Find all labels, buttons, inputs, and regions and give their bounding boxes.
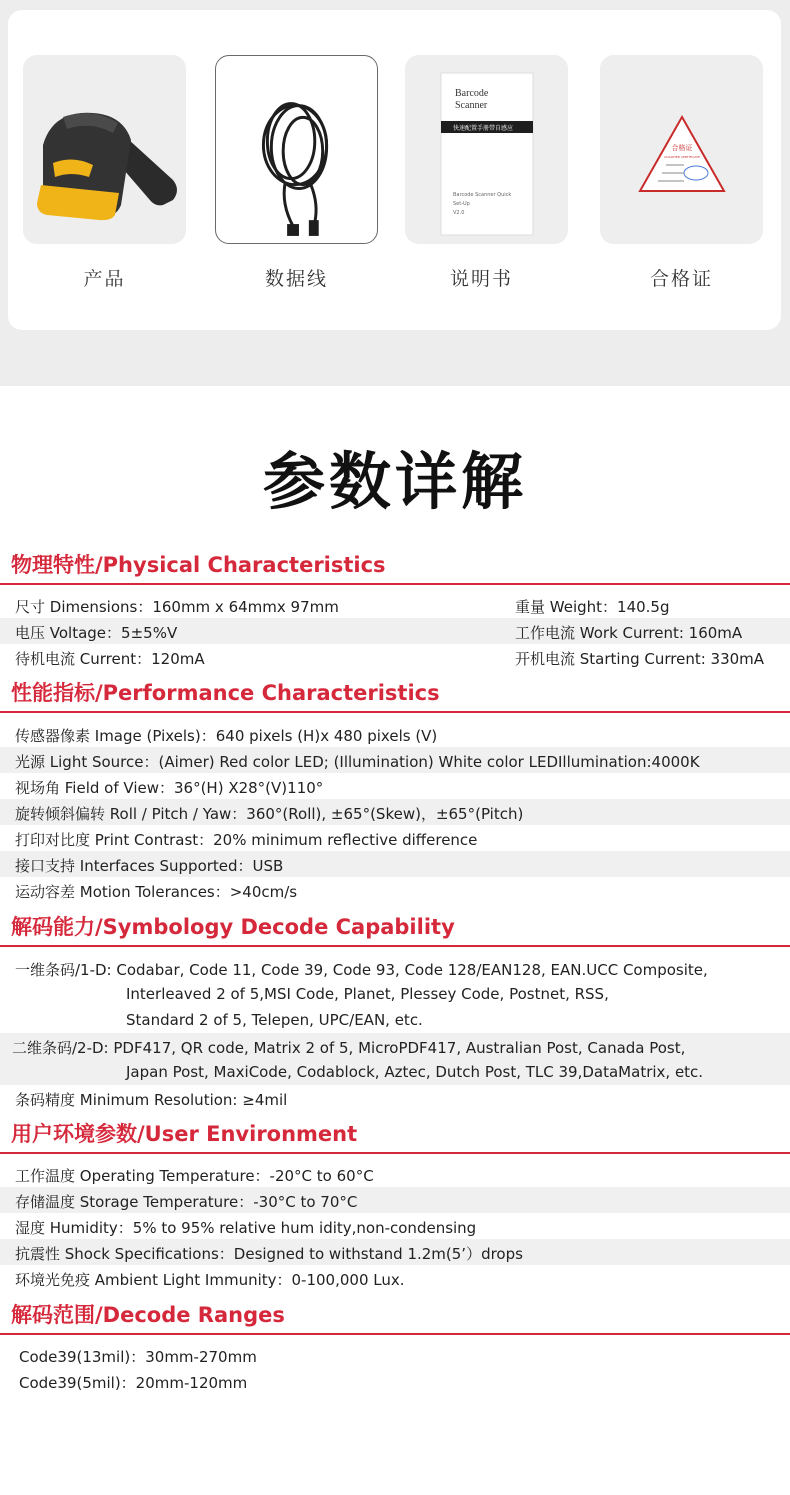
manual-footer-line3: V2.0 <box>453 210 465 216</box>
spec-row <box>0 1265 790 1291</box>
certificate-label: 合格证 <box>649 268 713 290</box>
spec-text: 开机电流 Starting Current: 330mA <box>515 650 765 668</box>
section-heading-text: 物理特性/Physical Characteristics <box>11 553 386 577</box>
spec-text: Code39(5mil)：20mm-120mm <box>19 1374 248 1392</box>
spec-row <box>0 1007 790 1033</box>
spec-row <box>0 747 790 773</box>
spec-text: 接口支持 Interfaces Supported：USB <box>15 857 284 875</box>
section-heading-ranges <box>0 1301 790 1335</box>
spec-row <box>0 1161 790 1187</box>
product-thumbnail <box>600 55 763 244</box>
certificate-subtitle: QUALIFIED CERTIFICATE <box>664 155 700 159</box>
cable-label: 数据线 <box>264 268 328 290</box>
spec-row <box>0 851 790 877</box>
spec-text: 湿度 Humidity：5% to 95% relative hum idity,non-condensing <box>15 1219 477 1237</box>
product-thumbnail <box>215 55 378 244</box>
spec-row <box>0 1059 790 1085</box>
page-title: 参数详解 <box>262 445 527 518</box>
spec-row <box>0 1085 790 1111</box>
product-thumbnail <box>23 55 186 244</box>
spec-text: Interleaved 2 of 5,MSI Code, Planet, Plessey Code, Postnet, RSS, <box>126 985 609 1003</box>
spec-text: 工作温度 Operating Temperature：-20°C to 60°C <box>15 1167 374 1185</box>
section-heading-text: 性能指标/Performance Characteristics <box>11 681 440 705</box>
spec-text: Code39(13mil)：30mm-270mm <box>19 1348 257 1366</box>
section-heading-text: 用户环境参数/User Environment <box>11 1122 358 1146</box>
spec-text: Standard 2 of 5, Telepen, UPC/EAN, etc. <box>126 1011 423 1029</box>
spec-row <box>0 1342 790 1368</box>
spec-text: 重量 Weight：140.5g <box>515 598 670 616</box>
usb-cable-icon <box>216 56 377 243</box>
spec-row <box>0 1213 790 1239</box>
manual-stripe-text: 快速配置手册带自感应 <box>453 125 514 132</box>
spec-row <box>0 825 790 851</box>
spec-row <box>0 1187 790 1213</box>
product-thumbnail <box>405 55 568 244</box>
spec-row <box>0 721 790 747</box>
spec-text: 电压 Voltage：5±5%V <box>15 624 178 642</box>
spec-text: 视场角 Field of View：36°(H) X28°(V)110° <box>15 779 324 797</box>
spec-row <box>0 773 790 799</box>
section-heading-environment <box>0 1120 790 1154</box>
spec-text: 打印对比度 Print Contrast：20% minimum reflective difference <box>15 831 478 849</box>
spec-text: 条码精度 Minimum Resolution: ≥4mil <box>15 1091 288 1109</box>
manual-footer-line1: Barcode Scanner Quick <box>453 192 512 198</box>
spec-text: 二维条码/2-D: PDF417, QR code, Matrix 2 of 5, MicroPDF417, Australian Post, Canada Post, <box>12 1039 686 1057</box>
spec-row <box>0 955 790 981</box>
product-label: 产品 <box>83 268 126 290</box>
spec-row <box>0 1033 790 1059</box>
certificate-title: 合格证 <box>671 144 693 152</box>
manual-title-line1: Barcode <box>455 88 489 99</box>
manual-booklet-icon <box>405 55 568 244</box>
section-heading-text: 解码能力/Symbology Decode Capability <box>11 915 455 939</box>
manual-title-line2: Scanner <box>455 100 488 111</box>
spec-text: 抗震性 Shock Specifications：Designed to withstand 1.2m(5’）drops <box>15 1245 523 1263</box>
spec-row <box>0 1368 790 1394</box>
spec-row <box>0 618 790 644</box>
spec-text: 工作电流 Work Current: 160mA <box>515 624 743 642</box>
spec-text: 尺寸 Dimensions：160mm x 64mmx 97mm <box>15 598 339 616</box>
spec-text: 环境光免疫 Ambient Light Immunity：0-100,000 Lux. <box>15 1271 405 1289</box>
spec-text: 旋转倾斜偏转 Roll / Pitch / Yaw：360°(Roll), ±65°(Skew)，±65°(Pitch) <box>15 805 524 823</box>
section-heading-performance <box>0 679 790 713</box>
spec-text: 光源 Light Source：(Aimer) Red color LED; (Illumination) White color LEDIllumination:4000K <box>15 753 700 771</box>
spec-row <box>0 1239 790 1265</box>
barcode-scanner-icon <box>23 55 186 244</box>
spec-text: Japan Post, MaxiCode, Codablock, Aztec, Dutch Post, TLC 39,DataMatrix, etc. <box>126 1063 704 1081</box>
section-heading-symbology <box>0 913 790 947</box>
spec-text: 存储温度 Storage Temperature：-30°C to 70°C <box>15 1193 358 1211</box>
spec-row <box>0 799 790 825</box>
section-heading-physical <box>0 551 790 585</box>
certificate-label-icon <box>600 55 763 244</box>
spec-row <box>0 644 790 670</box>
spec-text: 待机电流 Current：120mA <box>15 650 205 668</box>
manual-footer-line2: Set-Up <box>453 201 470 207</box>
spec-text: 一维条码/1-D: Codabar, Code 11, Code 39, Code 93, Code 128/EAN128, EAN.UCC Composite, <box>15 961 708 979</box>
spec-row <box>0 592 790 618</box>
section-heading-text: 解码范围/Decode Ranges <box>11 1303 285 1327</box>
spec-row <box>0 981 790 1007</box>
spec-row <box>0 877 790 903</box>
manual-label: 说明书 <box>449 268 513 290</box>
spec-text: 传感器像素 Image (Pixels)：640 pixels (H)x 480 pixels (V) <box>15 727 438 745</box>
spec-text: 运动容差 Motion Tolerances：>40cm/s <box>15 883 298 901</box>
